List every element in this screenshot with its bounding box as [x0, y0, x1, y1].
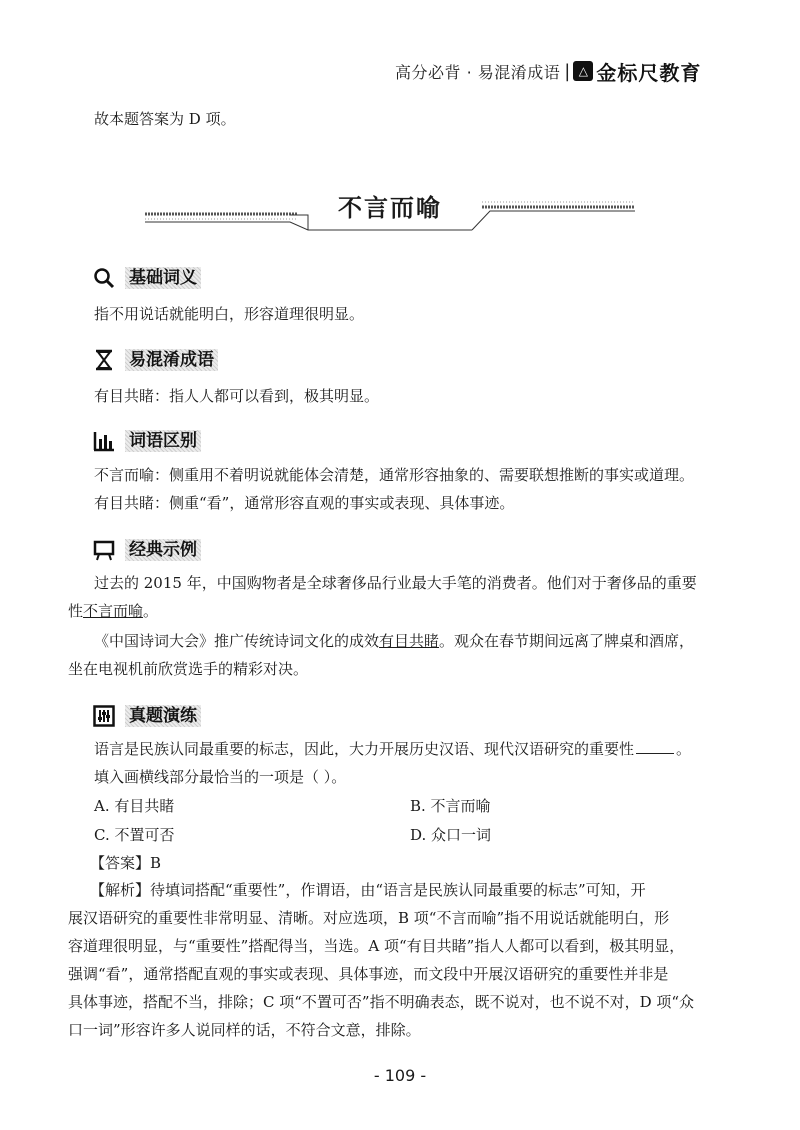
bar-chart-icon	[93, 430, 115, 452]
section-confusable	[93, 347, 218, 373]
distinction-line-1: 不言而喻：侧重用不着明说就能体会清楚，通常形容抽象的、需要联想推断的事实或道理。	[94, 466, 695, 484]
section-distinction	[93, 428, 201, 454]
confusable-text: 有目共睹：指人人都可以看到，极其明显。	[94, 387, 380, 405]
analysis-line: 强调“看”，通常搭配直观的事实或表现、具体事迹，而文段中开展汉语研究的重要性并非是	[68, 965, 669, 983]
example-text: 性	[68, 602, 84, 620]
analysis-line: 口一词”形容许多人说同样的话，不符合文意，排除。	[68, 1021, 421, 1039]
answer-blank	[636, 741, 674, 754]
practice-prompt: 填入画横线部分最恰当的一项是（ ）。	[94, 768, 347, 786]
example-1-line-1: 过去的 2015 年，中国购物者是全球奢侈品行业最大手笔的消费者。他们对于奢侈品的重要	[94, 574, 697, 592]
magnifier-icon	[93, 267, 115, 289]
section-practice	[93, 703, 201, 729]
header-subtitle: 高分必背 · 易混淆成语	[395, 62, 561, 82]
example-text: 《中国诗词大会》推广传统诗词文化的成效	[94, 632, 380, 650]
logo-mark-icon: △	[573, 61, 593, 81]
question-text: 语言是民族认同最重要的标志，因此，大力开展历史汉语、现代汉语研究的重要性	[94, 740, 635, 758]
example-2-line-2: 坐在电视机前欣赏选手的精彩对决。	[68, 660, 309, 678]
analysis-line: 容道理很明显，与“重要性”搭配得当，当选。A 项“有目共睹”指人人都可以看到，极其明显，	[68, 937, 685, 955]
option-d: D. 众口一词	[410, 826, 492, 844]
example-text: 。	[143, 602, 159, 620]
analysis-line: 具体事迹，搭配不当，排除；C 项“不置可否”指不明确表态，既不说对，也不说不对，D 项“众	[68, 993, 695, 1011]
underlined-idiom: 不言而喻	[83, 602, 144, 620]
basic-meaning-text: 指不用说话就能明白，形容道理很明显。	[94, 305, 365, 323]
section-label: 基础词义	[125, 267, 201, 289]
option-b: B. 不言而喻	[410, 797, 491, 815]
section-basic-meaning	[93, 265, 201, 291]
section-label: 真题演练	[125, 705, 201, 727]
header-separator: |	[564, 60, 571, 82]
section-label: 经典示例	[125, 539, 201, 561]
brand-logo	[573, 57, 701, 86]
idiom-title-banner	[140, 170, 640, 250]
equalizer-icon	[93, 705, 115, 727]
hourglass-icon	[93, 349, 115, 371]
question-text: 。	[676, 740, 692, 758]
page-number: - 109 -	[373, 1066, 427, 1085]
option-a: A. 有目共睹	[94, 797, 175, 815]
underlined-idiom: 有目共睹	[379, 632, 440, 650]
analysis-line: 展汉语研究的重要性非常明显、清晰。对应选项，B 项“不言而喻”指不用说话就能明白，形	[68, 909, 670, 927]
answer-line: 【答案】B	[90, 854, 162, 872]
example-text: 。观众在春节期间远离了牌桌和酒席，	[439, 632, 695, 650]
section-label: 词语区别	[125, 430, 201, 452]
analysis-line: 【解析】待填词搭配“重要性”，作谓语，由“语言是民族认同最重要的标志”可知，开	[90, 881, 646, 899]
example-2-line-1	[94, 630, 694, 651]
brand-name: 金标尺教育	[596, 60, 702, 85]
section-examples	[93, 537, 201, 563]
section-label: 易混淆成语	[125, 349, 218, 371]
example-1-line-2	[68, 600, 158, 621]
option-c: C. 不置可否	[94, 826, 175, 844]
analysis-paragraph	[68, 876, 732, 1044]
page-header	[395, 58, 701, 84]
idiom-title: 不言而喻	[338, 194, 442, 222]
distinction-line-2: 有目共睹：侧重“看”，通常形容直观的事实或表现、具体事迹。	[94, 494, 515, 512]
practice-question	[94, 738, 691, 759]
intro-line: 故本题答案为 D 项。	[94, 110, 236, 128]
easel-board-icon	[93, 539, 115, 561]
